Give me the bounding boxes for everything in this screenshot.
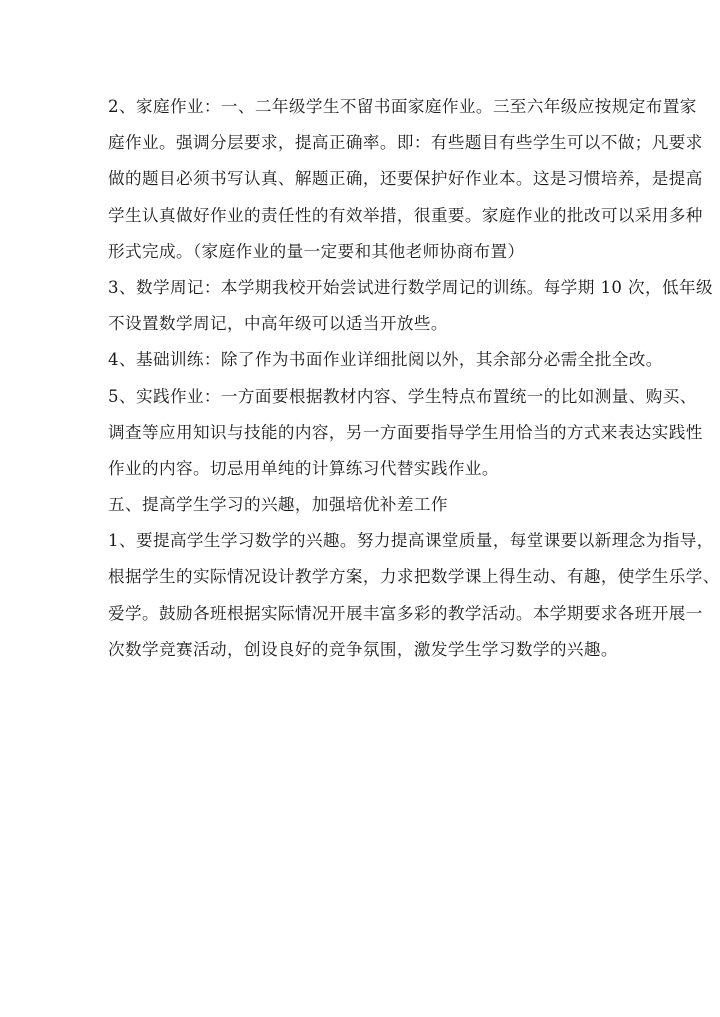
paragraph-practice-homework-line: 调查等应用知识与技能的内容，另一方面要指导学生用恰当的方式来表达实践性	[108, 422, 703, 442]
paragraph-practice-homework-line: 5、实践作业：一方面要根据教材内容、学生特点布置统一的比如测量、购买、	[108, 386, 697, 406]
section-heading: 五、提高学生学习的兴趣，加强培优补差工作	[108, 495, 448, 515]
paragraph-homework-line: 形式完成。（家庭作业的量一定要和其他老师协商布置）	[108, 241, 525, 261]
paragraph-homework-line: 2、家庭作业：一、二年级学生不留书面家庭作业。三至六年级应按规定布置家	[108, 97, 697, 116]
paragraph-interest-line: 次数学竞赛活动，创设良好的竞争氛围，激发学生学习数学的兴趣。	[108, 639, 618, 659]
paragraph-interest-line: 爱学。鼓励各班根据实际情况开展丰富多彩的教学活动。本学期要求各班开展一	[108, 603, 703, 623]
paragraph-homework-line: 庭作业。强调分层要求，提高正确率。即：有些题目有些学生可以不做；凡要求	[108, 133, 703, 153]
paragraph-basic-training: 4、基础训练：除了作为书面作业详细批阅以外，其余部分必需全批全改。	[108, 350, 663, 370]
paragraph-homework-line: 做的题目必须书写认真、解题正确，还要保护好作业本。这是习惯培养，是提高	[108, 169, 703, 189]
paragraph-interest-line: 1、要提高学生学习数学的兴趣。努力提高课堂质量，每堂课要以新理念为指导，	[108, 531, 714, 551]
paragraph-homework-line: 学生认真做好作业的责任性的有效举措，很重要。家庭作业的批改可以采用多种	[108, 205, 703, 225]
paragraph-practice-homework-line: 作业的内容。切忌用单纯的计算练习代替实践作业。	[108, 458, 499, 478]
paragraph-math-journal-line: 3、数学周记：本学期我校开始尝试进行数学周记的训练。每学期 10 次，低年级	[108, 277, 714, 297]
document-body	[108, 94, 720, 673]
paragraph-math-journal-line: 不设置数学周记，中高年级可以适当开放些。	[108, 314, 448, 334]
paragraph-interest-line: 根据学生的实际情况设计教学方案，力求把数学课上得生动、有趣，使学生乐学、	[108, 567, 720, 587]
